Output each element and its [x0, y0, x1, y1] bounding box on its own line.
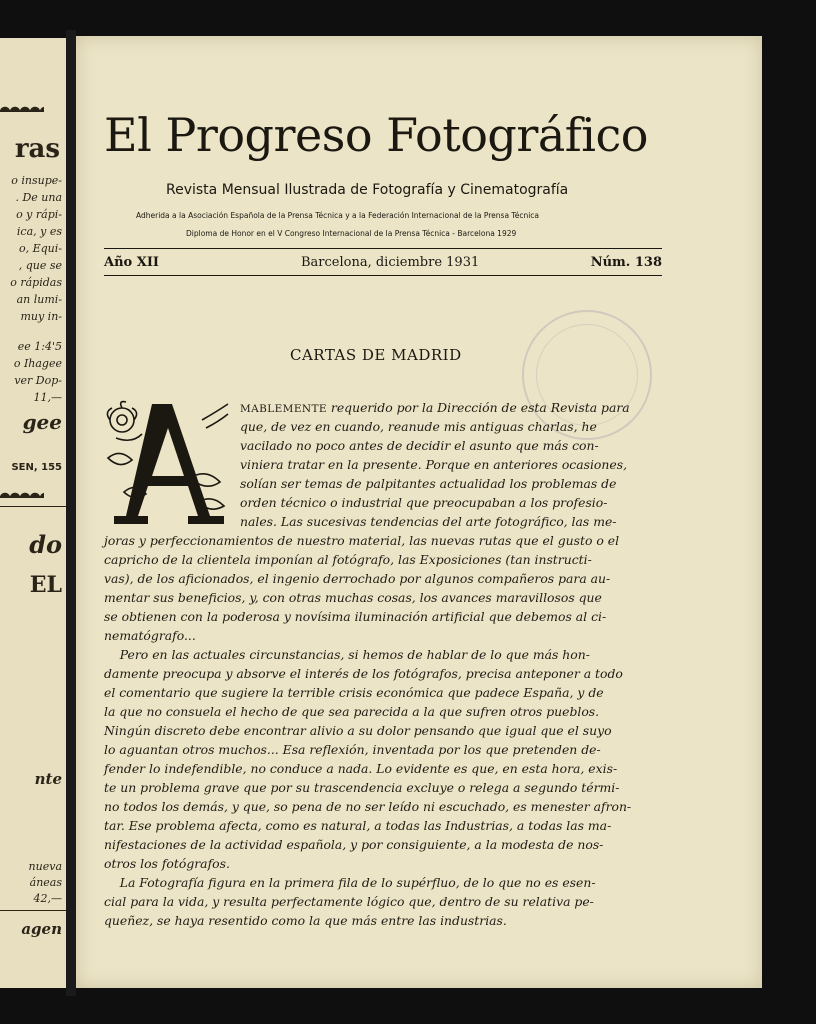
article-line: orden técnico o industrial que preocupaban a los profesio- — [240, 495, 608, 510]
left-text-line: o rápidas — [10, 276, 62, 289]
article-line: vacilado no poco antes de decidir el asunto que más con- — [240, 438, 599, 453]
article-first-line-rest: requerido por la Dirección de esta Revista para — [326, 400, 630, 415]
left-text-line: o Ihagee — [13, 357, 62, 370]
left-text-line: 42,— — [33, 892, 62, 905]
left-text-line: áneas — [29, 876, 62, 889]
article-line: capricho de la clientela imponían al fotógrafo, las Exposiciones (tan instructi- — [104, 552, 592, 567]
article-first-word: MABLEMENTE — [240, 403, 327, 415]
left-big-fragment: do — [29, 530, 62, 559]
left-text-line: muy in- — [20, 310, 62, 323]
article-line: mentar sus beneficios, y, con otras muchas cosas, los avances maravillosos que — [104, 590, 602, 605]
left-text-line: o insupe- — [11, 174, 62, 187]
masthead-diploma: Diploma de Honor en el V Congreso Internacional de la Prensa Técnica - Barcelona 1929 — [186, 229, 517, 238]
article-line: fender lo indefendible, no conduce a nada. Lo evidente es que, en esta hora, exis- — [104, 761, 618, 776]
article-heading: CARTAS DE MADRID — [290, 346, 462, 364]
article-line: te un problema grave que por su trascendencia excluye o relega a segundo térmi- — [104, 780, 620, 795]
article-line — [240, 400, 630, 415]
ornament-scallop — [0, 488, 44, 498]
left-address-fragment: SEN, 155 — [11, 462, 62, 473]
left-text-line: ica, y es — [16, 225, 62, 238]
issue-number: Núm. 138 — [590, 255, 662, 270]
article-line: se obtienen con la poderosa y novísima iluminación artificial que debemos al ci- — [104, 609, 607, 624]
left-heading-fragment: ras — [14, 134, 60, 164]
divider — [0, 910, 66, 911]
issue-place-date: Barcelona, diciembre 1931 — [301, 255, 480, 270]
article-line: lo aguantan otros muchos... Esa reflexión, inventada por los que pretenden de- — [104, 742, 601, 757]
left-logo-fragment: gee — [22, 410, 62, 434]
masthead-adhesion: Adherida a la Asociación Española de la Prensa Técnica y a la Federación Internacional de la Prensa Técnica — [136, 211, 540, 220]
left-text-line: . De una — [15, 191, 62, 204]
article-line: no todos los demás, y que, so pena de no ser leído ni escuchado, es menester afron- — [104, 799, 632, 814]
article-line: el comentario que sugiere la terrible crisis económica que padece España, y de — [104, 685, 604, 700]
left-word-fragment: nte — [34, 770, 62, 788]
ornament-scallop — [0, 102, 44, 112]
article-line: nematógrafo... — [104, 628, 196, 643]
magazine-page — [76, 36, 762, 988]
article-line: Pero en las actuales circunstancias, si hemos de hablar de lo que más hon- — [104, 647, 590, 662]
left-text-line: ver Dop- — [14, 374, 62, 387]
left-text-line: nueva — [28, 860, 62, 873]
article-line: cial para la vida, y resulta perfectamente lógico que, dentro de su relativa pe- — [104, 894, 594, 909]
issue-rule-bottom — [104, 275, 662, 276]
left-text-line: o, Equi- — [18, 242, 62, 255]
left-facing-page — [0, 38, 68, 988]
dropcap-ornament — [102, 398, 232, 526]
issue-year: Año XII — [104, 255, 159, 270]
left-text-line: , que se — [18, 259, 62, 272]
article-line: Ningún discreto debe encontrar alivio a su dolor pensando que igual que el suyo — [104, 723, 612, 738]
left-text-line: an lumi- — [16, 293, 62, 306]
article-line: otros los fotógrafos. — [104, 856, 230, 871]
masthead-subtitle: Revista Mensual Ilustrada de Fotografía y Cinematografía — [166, 182, 569, 198]
article-line: damente preocupa y absorve el interés de los fotógrafos, precisa anteponer a todo — [104, 666, 623, 681]
divider — [0, 506, 66, 507]
article-line: vas), de los aficionados, el ingenio derrochado por algunos compañeros para au- — [104, 571, 611, 586]
article-line: nales. Las sucesivas tendencias del arte fotográfico, las me- — [240, 514, 617, 529]
article-line: la que no consuela el hecho de que sea parecida a la que sufren otros pueblos. — [104, 704, 600, 719]
article-line: queñez, se haya resentido como la que más entre las industrias. — [104, 913, 507, 928]
left-big-fragment: EL — [29, 572, 62, 598]
book-gutter — [66, 30, 76, 996]
left-text-line: 11,— — [33, 391, 62, 404]
article-line: La Fotografía figura en la primera fila de lo supérfluo, de lo que no es esen- — [104, 875, 596, 890]
article-line: solían ser temas de palpitantes actualidad los problemas de — [240, 476, 617, 491]
masthead-title: El Progreso Fotográfico — [104, 108, 648, 162]
article-line: que, de vez en cuando, reanude mis antiguas charlas, he — [240, 419, 597, 434]
issue-rule-top — [104, 248, 662, 249]
article-line: nifestaciones de la actividad española, y por consiguiente, a la modesta de nos- — [104, 837, 604, 852]
left-word-fragment: agen — [21, 920, 62, 938]
left-text-line: ee 1:4'5 — [17, 340, 62, 353]
article-line: tar. Ese problema afecta, como es natural, a todas las Industrias, a todas las ma- — [104, 818, 612, 833]
article-line: viniera tratar en la presente. Porque en anteriores ocasiones, — [240, 457, 628, 472]
article-line: joras y perfeccionamientos de nuestro material, las nuevas rutas que el gusto o el — [104, 533, 620, 548]
left-text-line: o y rápi- — [16, 208, 62, 221]
